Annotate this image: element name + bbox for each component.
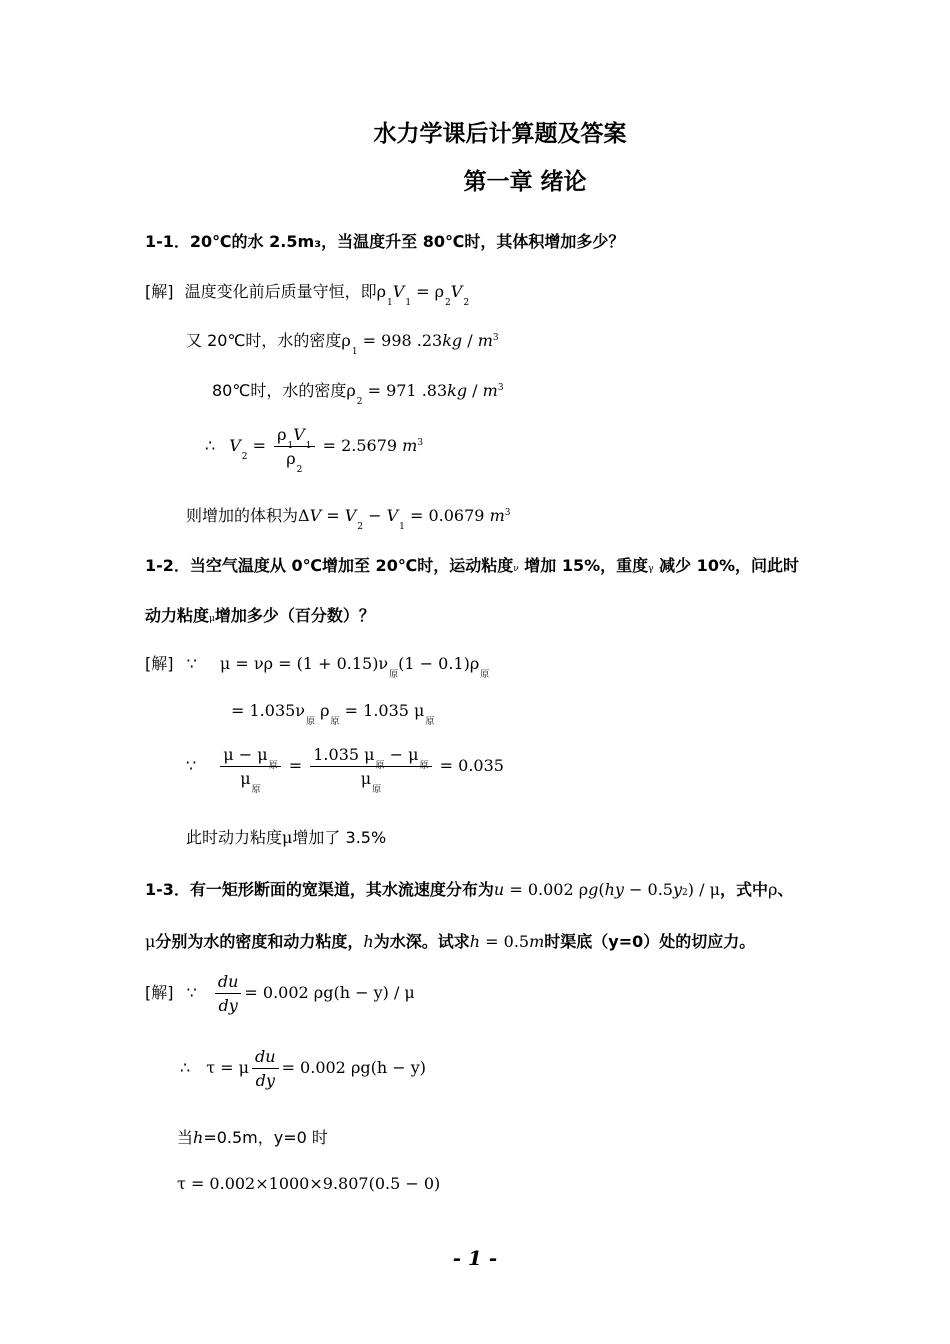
q2-result: = 0.035 — [439, 756, 504, 775]
q2-l1: μ = νρ = (1 + 0.15)ν — [219, 654, 389, 673]
yuan-sub: 原 — [330, 717, 340, 727]
q3-dy: dy — [218, 996, 238, 1015]
q3-du-dy-fraction — [215, 972, 242, 1015]
q1-l3-formula: $\rho_2 = 971$ $.83kg / m^3$ — [346, 381, 504, 407]
q2-l2c: = 1.035 μ — [344, 701, 425, 720]
q1-fraction: $\frac{\rho_1V_1}{\rho_2}$ — [274, 425, 314, 468]
q2-conclusion-b: 增加了 3.5% — [292, 828, 387, 847]
q1-l2-eq: = 998 .23 — [362, 331, 443, 350]
q2-solution-line1: [解] ∵ $\mu = \nu\rho = (1 + 0.15)\nu_原(1 - 0.1)\rho_原$ — [145, 654, 490, 680]
q2-question-c: 减少 10%，问此时 — [659, 556, 799, 575]
page-number: - 1 - — [452, 1246, 498, 1270]
q1-l1-text: 温度变化前后质量守恒，即 — [184, 282, 377, 301]
q1-solution-line1 — [145, 279, 470, 308]
q1-solution-line3 — [212, 378, 504, 407]
q2-l2a: = 1.035ν — [231, 701, 306, 720]
q3-l3-b: =0.5m，y=0 时 — [203, 1128, 328, 1147]
q1-l3-eq: = 971 .83 — [367, 381, 448, 400]
q3-question-b: ，式中 — [719, 880, 768, 899]
q2-question-e: 增加多少（百分数）？ — [214, 606, 375, 625]
q2-l1b: (1 − 0.1)ρ — [398, 654, 480, 673]
yuan-sub: 原 — [425, 717, 435, 727]
q2-frac2-num-a: 1.035 μ — [313, 745, 375, 764]
solution-label: [解] — [145, 983, 174, 1002]
question-1-2-cont: 动力粘度μ增加多少（百分数）？ — [145, 606, 375, 625]
q3-dy-2: dy — [255, 1071, 275, 1090]
q3-question-a: 1-3．有一矩形断面的宽渠道，其水流速度分布为 — [145, 880, 494, 899]
question-1-3: 1-3．有一矩形断面的宽渠道，其水流速度分布为u = 0.002 ρg(hy − 0.5y2) / μ，式中ρ、 — [145, 880, 794, 899]
q2-conclusion-a: 此时动力粘度 — [186, 828, 283, 847]
chapter-title: 第一章 绪论 — [463, 169, 587, 195]
yuan-sub: 原 — [268, 761, 278, 771]
yuan-sub: 原 — [251, 785, 261, 795]
q2-solution-line2 — [231, 701, 435, 727]
q1-solution-line2 — [186, 328, 499, 357]
q3-solution-line2: ∴ τ = μ $\frac{du}{dy}$ = 0.002 ρg(h − y) — [180, 1047, 426, 1090]
q1-l5-text: 则增加的体积为 — [186, 506, 299, 525]
q1-l1-formula: $\rho_1V_1 = \rho_2V_2$ — [376, 282, 470, 308]
solution-label: [解] — [145, 282, 174, 301]
q3-du: du — [215, 972, 242, 994]
q3-question-c: 、 — [777, 880, 794, 899]
q1-l5-val: = 0.0679 — [409, 506, 485, 525]
q2-solution-line3: ∵ $\frac{\mu - \mu_原}{\mu_原}$ = $\frac{1.035 \mu_原 - \mu_原}{\mu_原}$ = 0.035 — [186, 745, 504, 795]
q1-l3-text: 80℃时，水的密度 — [212, 381, 347, 400]
q3-solution-line1: [解] ∵ $\frac{du}{dy}$ = 0.002 ρg(h − y) / μ — [145, 972, 415, 1015]
q1-l5-formula: $\Delta V = V_2 - V_1 = 0.0679$ $m^3$ — [298, 506, 511, 532]
yuan-sub: 原 — [372, 785, 382, 795]
q3-formula: u = 0.002 ρg(hy − 0.5y2) / μ — [493, 880, 720, 899]
q3-l2-rhs: = 0.002 ρg(h − y) — [281, 1058, 426, 1077]
q3-du-dy-fraction-2 — [252, 1047, 279, 1090]
q3-du-2: du — [252, 1047, 279, 1069]
q1-solution-line4: ∴ $V_2$ = $\frac{\rho_1V_1}{\rho_2}$ = 2.5679 $m^3$ — [205, 425, 424, 475]
q2-conclusion: 此时动力粘度μ增加了 3.5% — [186, 828, 387, 847]
q2-question-a: 1-2．当空气温度从 0℃增加至 20℃时，运动粘度 — [145, 556, 514, 575]
q2-l2b: ρ — [320, 701, 330, 720]
q2-fraction-2 — [310, 745, 431, 795]
q3-l1-rhs: = 0.002 ρg(h − y) / μ — [244, 983, 415, 1002]
q1-solution-line5 — [186, 503, 511, 532]
q3-question-e: 为水深。试求 — [373, 932, 470, 951]
doc-title: 水力学课后计算题及答案 — [373, 121, 627, 147]
question-1-1: 1-1．20℃的水 2.5m₃，当温度升至 80℃时，其体积增加多少？ — [145, 232, 625, 251]
question-1-3-cont: μ分别为水的密度和动力粘度，h为水深。试求h = 0.5m时渠底（y=0）处的切应力。 — [145, 932, 756, 951]
question-1-2: 1-2．当空气温度从 0℃增加至 20℃时，运动粘度ν 增加 15%，重度γ 减少 10%，问此时 — [145, 556, 799, 575]
q2-frac2-num-b: − μ — [389, 745, 419, 764]
q1-l2-formula: $\rho_1 = 998$ $.23kg / m^3$ — [341, 331, 499, 357]
q3-solution-line3: 当h=0.5m，y=0 时 — [177, 1128, 328, 1147]
yuan-sub: 原 — [389, 670, 399, 680]
yuan-sub: 原 — [419, 761, 429, 771]
q3-question-f: 时渠底（y=0）处的切应力。 — [544, 932, 756, 951]
solution-label: [解] — [145, 654, 174, 673]
q3-question-d: 分别为水的密度和动力粘度， — [155, 932, 364, 951]
q3-l3-a: 当 — [177, 1128, 194, 1147]
q1-l2-text: 又 20℃时，水的密度 — [186, 331, 342, 350]
yuan-sub: 原 — [375, 761, 385, 771]
q3-solution-line4: τ = 0.002×1000×9.807(0.5 − 0) — [177, 1174, 441, 1193]
q2-frac1-den: μ — [240, 769, 251, 788]
yuan-sub: 原 — [306, 717, 316, 727]
q2-frac1-num: μ − μ — [223, 745, 268, 764]
q3-l2-lhs: τ = μ — [206, 1058, 250, 1077]
q2-question-b: 增加 15%，重度 — [524, 556, 649, 575]
q1-l4-val: = 2.5679 — [322, 436, 398, 455]
q2-question-d: 动力粘度 — [145, 606, 210, 625]
q2-fraction-1 — [220, 745, 280, 795]
yuan-sub: 原 — [480, 670, 490, 680]
q2-frac2-den: μ — [360, 769, 372, 788]
